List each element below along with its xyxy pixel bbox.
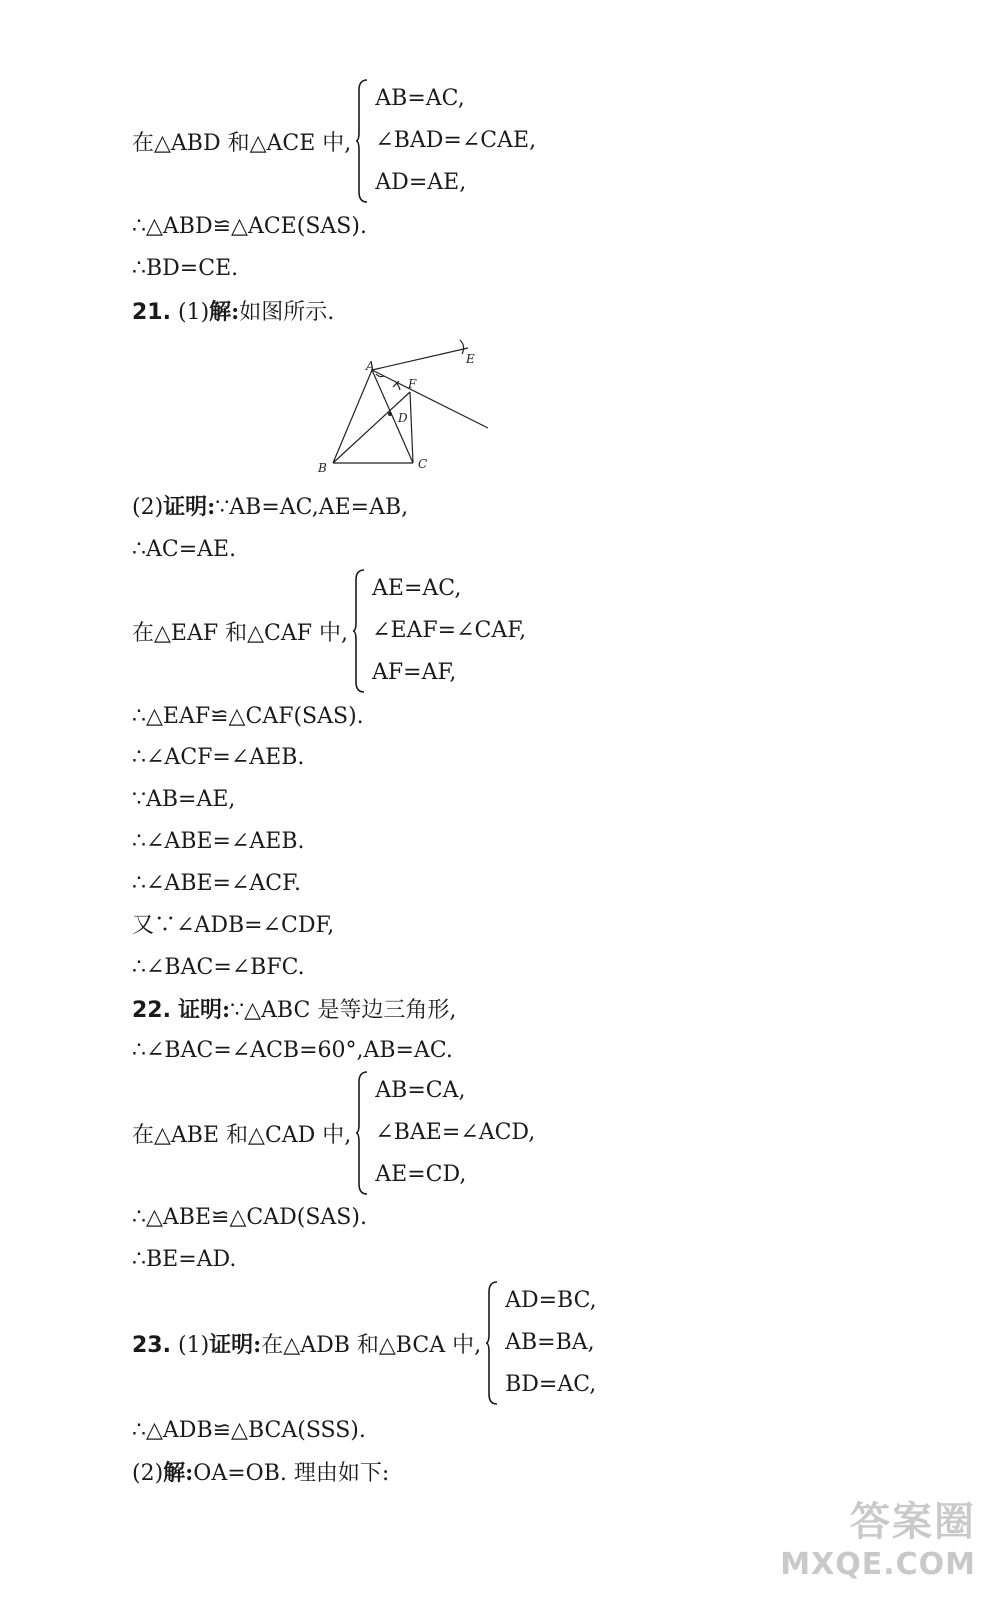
proof-line: ∴△ABE≌△CAD(SAS). xyxy=(132,1205,367,1230)
system-row: AE=AC, xyxy=(372,576,462,601)
segment-cf xyxy=(410,392,413,463)
arc-mark xyxy=(460,340,464,354)
proof-line: ∴∠ABE=∠ACF. xyxy=(132,871,301,896)
system-row: ∠EAF=∠CAF, xyxy=(372,618,527,643)
segment-ab xyxy=(333,370,372,463)
left-brace-icon xyxy=(485,1280,499,1406)
left-brace-icon xyxy=(352,568,366,694)
question-21-heading xyxy=(132,297,334,328)
label-b: B xyxy=(318,461,327,475)
question-23-part-2 xyxy=(132,1458,389,1489)
answer-text: ∵△ABC 是等边三角形, xyxy=(230,998,457,1023)
system-lead: 在△ADB 和△BCA 中, xyxy=(261,1332,482,1358)
system-row: AE=CD, xyxy=(375,1162,467,1187)
congruence-system-3 xyxy=(132,1070,535,1196)
proof-line: ∴△EAF≌△CAF(SAS). xyxy=(132,704,364,729)
question-number: 21. xyxy=(132,300,171,325)
keyword: 证明: xyxy=(177,997,231,1023)
label-f: F xyxy=(408,377,417,391)
system-row: AD=AE, xyxy=(375,170,467,195)
label-c: C xyxy=(418,457,428,471)
system-row: AB=CA, xyxy=(375,1078,466,1103)
label-a: A xyxy=(366,359,375,373)
question-21-part-2 xyxy=(132,492,408,523)
question-number: 23. xyxy=(132,1332,171,1358)
proof-line: ∴∠ABE=∠AEB. xyxy=(132,829,305,854)
system-lead: 在△ABD 和△ACE 中, xyxy=(132,130,352,156)
watermark xyxy=(780,1490,976,1582)
answer-text: 如图所示. xyxy=(239,300,335,325)
system-lead: 在△EAF 和△CAF 中, xyxy=(132,620,349,646)
system-row: AB=AC, xyxy=(375,86,465,111)
part-label: (1) xyxy=(177,1332,210,1358)
label-d: D xyxy=(398,411,408,425)
proof-line: 又∵∠ADB=∠CDF, xyxy=(132,913,335,938)
part-label: (1) xyxy=(177,300,210,325)
congruence-system-4 xyxy=(132,1280,597,1406)
system-lead: 在△ABE 和△CAD 中, xyxy=(132,1122,352,1148)
proof-line: ∴∠BAC=∠ACB=60°,AB=AC. xyxy=(132,1038,453,1063)
system-row: AF=AF, xyxy=(372,660,457,685)
system-row: ∠BAE=∠ACD, xyxy=(375,1120,536,1145)
system-row: ∠BAD=∠CAE, xyxy=(375,128,537,153)
keyword: 解: xyxy=(163,1460,194,1486)
keyword: 证明: xyxy=(209,1331,262,1358)
left-brace-icon xyxy=(355,78,369,204)
keyword: 证明: xyxy=(163,494,216,520)
segment-bf xyxy=(333,392,410,463)
proof-line: ∴∠ACF=∠AEB. xyxy=(132,745,305,770)
point-d xyxy=(388,412,392,416)
watermark-url: MXQE.COM xyxy=(780,1547,976,1582)
proof-line: ∴BD=CE. xyxy=(132,256,239,281)
watermark-logo-text: 答案圈 xyxy=(850,1499,976,1545)
left-brace-icon xyxy=(355,1070,369,1196)
proof-line: ∴AC=AE. xyxy=(132,537,237,562)
label-e: E xyxy=(466,352,475,366)
part-label: (2) xyxy=(132,1461,164,1486)
proof-line: ∴BE=AD. xyxy=(132,1247,237,1272)
proof-line: ∴∠BAC=∠BFC. xyxy=(132,955,305,980)
line-bisector xyxy=(372,370,488,428)
ray-ae xyxy=(372,348,468,370)
system-row: AD=BC, xyxy=(505,1288,597,1313)
geometry-figure xyxy=(300,330,500,480)
proof-line: ∴△ADB≌△BCA(SSS). xyxy=(132,1418,366,1443)
question-number: 22. xyxy=(132,998,171,1023)
question-22-heading xyxy=(132,995,456,1026)
system-row: AB=BA, xyxy=(505,1330,595,1355)
system-row: BD=AC, xyxy=(505,1372,597,1397)
proof-line: ∴△ABD≌△ACE(SAS). xyxy=(132,214,367,239)
answer-text: ∵AB=AC,AE=AB, xyxy=(215,495,409,520)
part-label: (2) xyxy=(132,495,164,520)
question-23-heading xyxy=(132,1328,481,1359)
answer-text: OA=OB. 理由如下: xyxy=(193,1461,390,1486)
congruence-system-1 xyxy=(132,78,536,204)
congruence-system-2 xyxy=(132,568,526,694)
proof-line: ∵AB=AE, xyxy=(132,787,236,812)
keyword: 解: xyxy=(209,299,240,325)
